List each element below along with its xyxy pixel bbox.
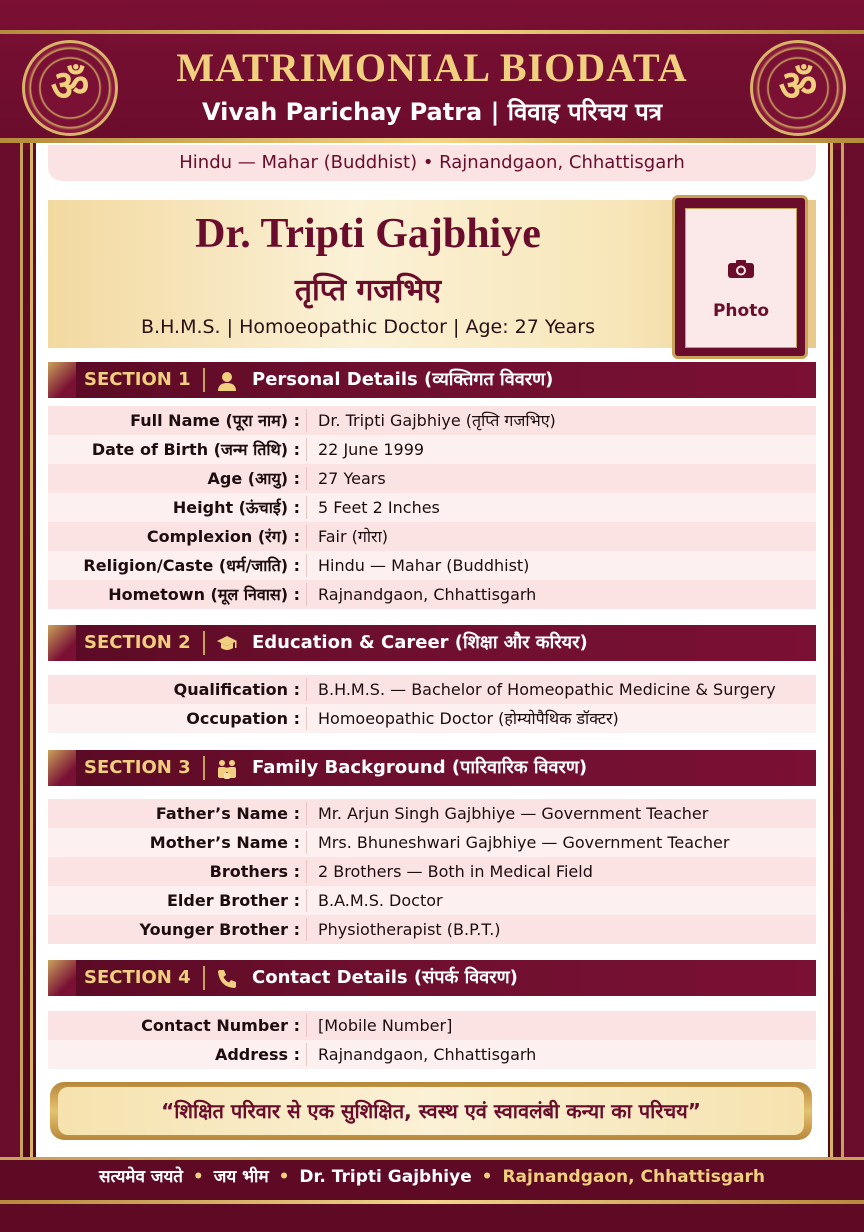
quote-banner [50,1082,812,1140]
row-divider [306,860,307,883]
quote-text: “शिक्षित परिवार से एक सुशिक्षित, स्वस्थ एवं स्वावलंबी कन्या का परिचय” [58,1087,804,1135]
row-divider [306,583,307,606]
frame-right [841,143,864,1157]
table-row [48,1040,816,1069]
table-row [48,675,816,704]
table-row [48,886,816,915]
frame-gold-line-left [30,143,33,1157]
field-label: Address : [214,1045,300,1064]
frame-gold-line-right [830,143,833,1157]
section-title: Education & Career (शिक्षा और करियर) [252,632,588,653]
frame-left [0,143,23,1157]
field-value: Mr. Arjun Singh Gajbhiye — Government Teacher [318,804,709,823]
footer-motto: सत्यमेव जयते [99,1167,183,1187]
row-divider [306,831,307,854]
field-value: Physiotherapist (B.P.T.) [318,920,501,939]
candidate-name-hindi: तृप्ति गजभिए [294,273,442,308]
row-divider [306,467,307,490]
graduation-cap-icon [216,633,238,655]
field-label: Age (आयु) : [207,469,300,488]
section-title: Family Background (पारिवारिक विवरण) [252,757,588,778]
table-row [48,857,816,886]
footer-separator: • [278,1167,290,1187]
section-2-rows [48,675,816,733]
field-value: Fair (गोरा) [318,527,388,546]
row-divider [306,889,307,912]
table-row [48,435,816,464]
section-ornament [48,750,76,786]
field-value: B.H.M.S. — Bachelor of Homeopathic Medicine & Surgery [318,680,776,699]
field-label: Father’s Name : [155,804,300,823]
section-1-header [48,362,816,398]
row-divider [306,802,307,825]
section-tag: SECTION 4 [84,967,191,988]
row-divider [306,707,307,730]
section-ornament [48,362,76,398]
field-label: Contact Number : [141,1016,300,1035]
table-row [48,522,816,551]
om-icon: ॐ [50,61,90,110]
field-value: Rajnandgaon, Chhattisgarh [318,585,537,604]
field-label: Mother’s Name : [149,833,300,852]
field-label: Elder Brother : [166,891,300,910]
section-3-rows [48,799,816,944]
row-divider [306,918,307,941]
footer-name: Dr. Tripti Gajbhiye [299,1167,472,1187]
field-label: Occupation : [186,709,300,728]
field-label: Religion/Caste (धर्म/जाति) : [83,556,300,575]
section-title: Contact Details (संपर्क विवरण) [252,967,518,988]
table-row [48,464,816,493]
footer-separator: • [192,1167,204,1187]
photo-label: Photo [712,301,770,321]
table-row [48,799,816,828]
field-value: [Mobile Number] [318,1016,453,1035]
field-value: Mrs. Bhuneshwari Gajbhiye — Government Teacher [318,833,730,852]
section-tag: SECTION 3 [84,757,191,778]
table-row [48,1011,816,1040]
table-row [48,828,816,857]
row-divider [306,1014,307,1037]
footer-separator: • [481,1167,493,1187]
section-tag: SECTION 1 [84,369,191,390]
section-4-header [48,960,816,996]
section-2-header [48,625,816,661]
person-icon [216,370,238,392]
field-label: Qualification : [173,680,300,699]
row-divider [306,409,307,432]
row-divider [306,438,307,461]
section-divider [203,966,205,990]
om-icon: ॐ [778,61,818,110]
table-row [48,493,816,522]
field-value: Rajnandgaon, Chhattisgarh [318,1045,537,1064]
section-1-rows [48,406,816,609]
footer-location: Rajnandgaon, Chhattisgarh [502,1167,765,1187]
field-value: 2 Brothers — Both in Medical Field [318,862,593,881]
field-label: Date of Birth (जन्म तिथि) : [91,440,300,459]
photo-placeholder[interactable] [685,208,797,348]
field-value: 27 Years [318,469,386,488]
family-icon [216,758,238,780]
field-label: Full Name (पूरा नाम) : [130,411,300,430]
page-subtitle: Vivah Parichay Patra | विवाह परिचय पत्र [201,98,663,126]
camera-icon [727,259,755,279]
row-divider [306,525,307,548]
header-gold-rule-top [0,30,864,34]
footer-slogan: जय भीम [213,1167,269,1187]
section-divider [203,756,205,780]
section-tag: SECTION 2 [84,632,191,653]
photo-frame[interactable] [672,195,808,359]
footer-gold-rule-bottom [0,1200,864,1204]
section-4-rows [48,1011,816,1069]
field-label: Brothers : [209,862,300,881]
phone-icon [216,968,238,990]
table-row [48,406,816,435]
footer-text [0,1160,864,1194]
field-label: Hometown (मूल निवास) : [108,585,300,604]
community-banner: Hindu — Mahar (Buddhist) • Rajnandgaon, Chhattisgarh [48,145,816,181]
field-label: Younger Brother : [139,920,300,939]
field-value: B.A.M.S. Doctor [318,891,443,910]
row-divider [306,1043,307,1066]
field-label: Complexion (रंग) : [146,527,300,546]
field-value: 22 June 1999 [318,440,425,459]
section-ornament [48,625,76,661]
row-divider [306,496,307,519]
table-row [48,704,816,733]
section-divider [203,631,205,655]
field-value: Hindu — Mahar (Buddhist) [318,556,530,575]
field-value: Homoeopathic Doctor (होम्योपैथिक डॉक्टर) [318,709,619,728]
table-row [48,551,816,580]
field-label: Height (ऊंचाई) : [172,498,300,517]
section-title: Personal Details (व्यक्तिगत विवरण) [252,369,554,390]
table-row [48,580,816,609]
section-ornament [48,960,76,996]
section-3-header [48,750,816,786]
row-divider [306,554,307,577]
section-divider [203,368,205,392]
candidate-name-english: Dr. Tripti Gajbhiye [195,211,541,257]
candidate-summary: B.H.M.S. | Homoeopathic Doctor | Age: 27 Years [141,316,595,338]
table-row [48,915,816,944]
field-value: Dr. Tripti Gajbhiye (तृप्ति गजभिए) [318,411,556,430]
page-title: MATRIMONIAL BIODATA [176,45,688,90]
field-value: 5 Feet 2 Inches [318,498,440,517]
row-divider [306,678,307,701]
